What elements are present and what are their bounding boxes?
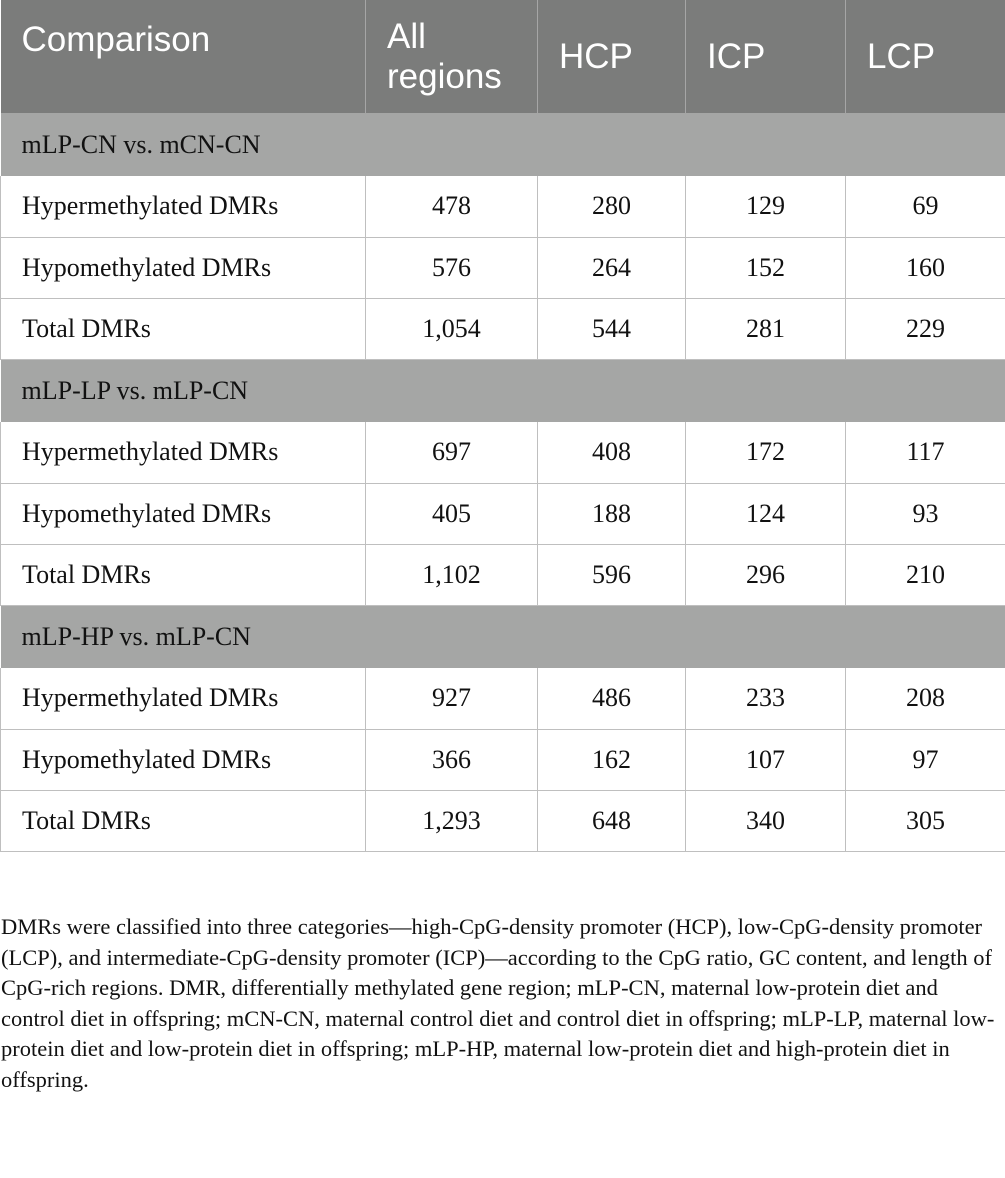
cell-lcp: 160 xyxy=(846,237,1005,298)
header-row xyxy=(1,0,1005,113)
cell-lcp: 93 xyxy=(846,483,1005,544)
group-label: mLP-CN vs. mCN-CN xyxy=(1,113,1005,176)
header-hcp: HCP xyxy=(538,0,686,113)
cell-all-regions: 697 xyxy=(366,422,538,483)
table-row xyxy=(1,483,1005,544)
cell-hcp: 486 xyxy=(538,668,686,729)
cell-all-regions: 1,102 xyxy=(366,544,538,605)
table-row xyxy=(1,729,1005,790)
cell-hcp: 280 xyxy=(538,176,686,237)
cell-icp: 107 xyxy=(686,729,846,790)
cell-icp: 129 xyxy=(686,176,846,237)
cell-lcp: 210 xyxy=(846,544,1005,605)
cell-lcp: 208 xyxy=(846,668,1005,729)
cell-hcp: 162 xyxy=(538,729,686,790)
cell-icp: 152 xyxy=(686,237,846,298)
row-label: Hypermethylated DMRs xyxy=(1,422,366,483)
cell-all-regions: 927 xyxy=(366,668,538,729)
group-row xyxy=(1,113,1005,176)
row-label: Total DMRs xyxy=(1,544,366,605)
cell-all-regions: 405 xyxy=(366,483,538,544)
cell-icp: 172 xyxy=(686,422,846,483)
cell-hcp: 596 xyxy=(538,544,686,605)
cell-icp: 281 xyxy=(686,298,846,359)
cell-hcp: 544 xyxy=(538,298,686,359)
cell-lcp: 69 xyxy=(846,176,1005,237)
header-all-regions: All regions xyxy=(366,0,538,113)
table-row xyxy=(1,237,1005,298)
table-row xyxy=(1,790,1005,851)
row-label: Total DMRs xyxy=(1,298,366,359)
table-row xyxy=(1,544,1005,605)
table-body xyxy=(1,113,1005,851)
header-icp: ICP xyxy=(686,0,846,113)
cell-icp: 124 xyxy=(686,483,846,544)
table-row xyxy=(1,668,1005,729)
cell-icp: 340 xyxy=(686,790,846,851)
table-row xyxy=(1,298,1005,359)
cell-all-regions: 478 xyxy=(366,176,538,237)
group-row xyxy=(1,359,1005,422)
row-label: Hypomethylated DMRs xyxy=(1,729,366,790)
cell-lcp: 97 xyxy=(846,729,1005,790)
row-label: Hypomethylated DMRs xyxy=(1,237,366,298)
cell-lcp: 305 xyxy=(846,790,1005,851)
cell-lcp: 117 xyxy=(846,422,1005,483)
header-lcp: LCP xyxy=(846,0,1005,113)
group-row xyxy=(1,605,1005,668)
cell-icp: 233 xyxy=(686,668,846,729)
row-label: Hypermethylated DMRs xyxy=(1,176,366,237)
cell-icp: 296 xyxy=(686,544,846,605)
header-comparison: Comparison xyxy=(1,0,366,113)
row-label: Hypomethylated DMRs xyxy=(1,483,366,544)
cell-all-regions: 1,293 xyxy=(366,790,538,851)
row-label: Total DMRs xyxy=(1,790,366,851)
cell-all-regions: 576 xyxy=(366,237,538,298)
cell-all-regions: 366 xyxy=(366,729,538,790)
table-header xyxy=(1,0,1005,113)
cell-hcp: 408 xyxy=(538,422,686,483)
cell-hcp: 648 xyxy=(538,790,686,851)
cell-hcp: 264 xyxy=(538,237,686,298)
group-label: mLP-HP vs. mLP-CN xyxy=(1,605,1005,668)
row-label: Hypermethylated DMRs xyxy=(1,668,366,729)
table-row xyxy=(1,422,1005,483)
table-footnote: DMRs were classified into three categories—high-CpG-density promoter (HCP), low-CpG-density promoter (LCP), and intermediate-CpG-density promoter (ICP)—according to the CpG ratio, GC content, and length of CpG-rich regions. DMR, differentially methylated gene region; mLP-CN, maternal low-protein diet and control diet in offspring; mCN-CN, maternal control diet and control diet in offspring; mLP-LP, maternal low-protein diet and low-protein diet in offspring; mLP-HP, maternal low-protein diet and high-protein diet in offspring. xyxy=(1,914,995,1092)
cell-hcp: 188 xyxy=(538,483,686,544)
cell-lcp: 229 xyxy=(846,298,1005,359)
cell-all-regions: 1,054 xyxy=(366,298,538,359)
table-row xyxy=(1,176,1005,237)
group-label: mLP-LP vs. mLP-CN xyxy=(1,359,1005,422)
